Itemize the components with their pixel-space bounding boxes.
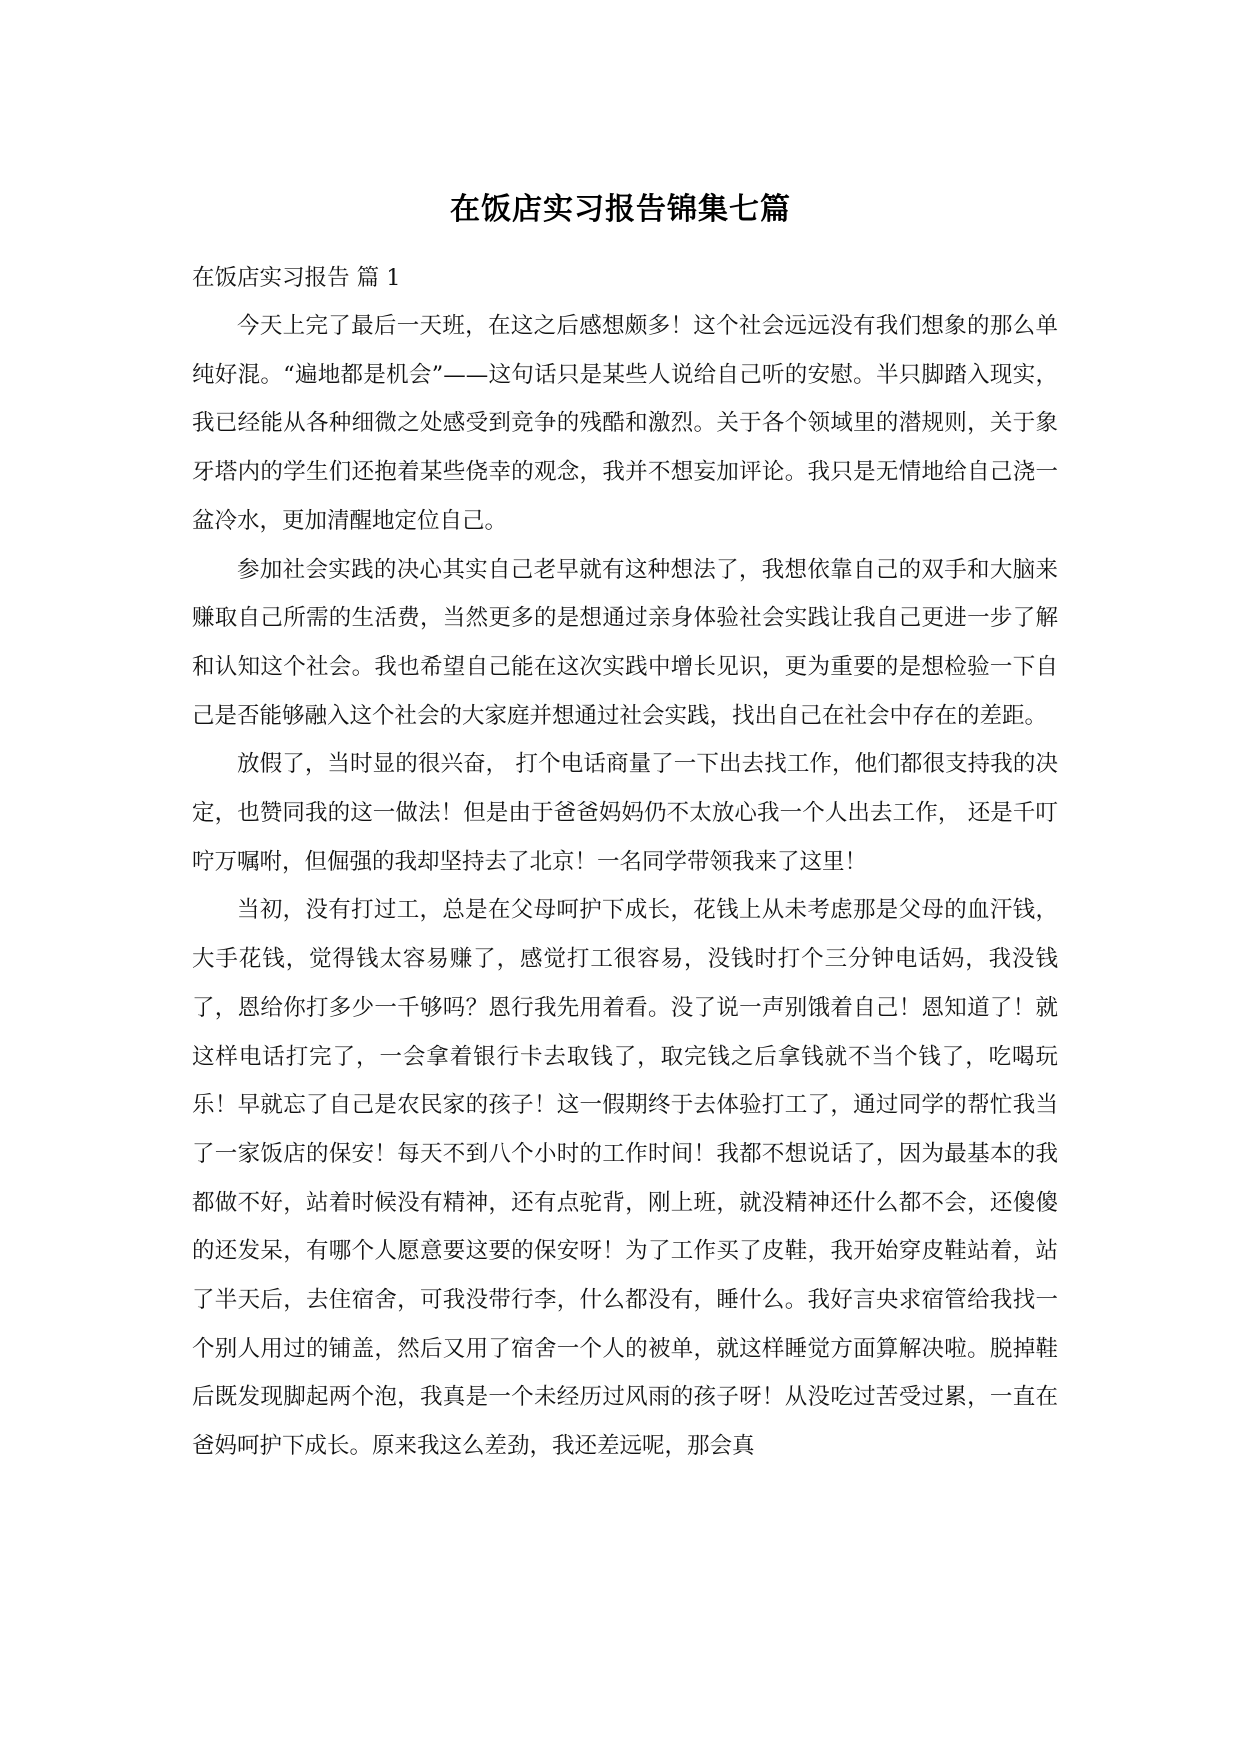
paragraph: 参加社会实践的决心其实自己老早就有这种想法了，我想依靠自己的双手和大脑来赚取自己所需的生活费，当然更多的是想通过亲身体验社会实践让我自己更进一步了解和认知这个社会。我也希望自己能在这次实践中增长见识，更为重要的是想检验一下自己是否能够融入这个社会的大家庭并想通过社会实践，找出自己在社会中存在的差距。 (192, 556, 1058, 729)
paragraph: 放假了，当时显的很兴奋， 打个电话商量了一下出去找工作，他们都很支持我的决定，也赞同我的这一做法！但是由于爸爸妈妈仍不太放心我一个人出去工作， 还是千叮咛万嘱咐，但倔强的我却坚持去了北京！一名同学带领我来了这里！ (192, 751, 1058, 875)
paragraph: 今天上完了最后一天班，在这之后感想颇多！这个社会远远没有我们想象的那么单纯好混。“遍地都是机会”——这句话只是某些人说给自己听的安慰。半只脚踏入现实，我已经能从各种细微之处感受到竞争的残酷和激烈。关于各个领域里的潜规则，关于象牙塔内的学生们还抱着某些侥幸的观念，我并不想妄加评论。我只是无情地给自己浇一盆冷水，更加清醒地定位自己。 (192, 313, 1058, 534)
paragraph: 当初，没有打过工，总是在父母呵护下成长，花钱上从未考虑那是父母的血汗钱，大手花钱，觉得钱太容易赚了，感觉打工很容易，没钱时打个三分钟电话妈，我没钱了，恩给你打多少一千够吗？恩行我先用着看。没了说一声别饿着自己！恩知道了！就这样电话打完了，一会拿着银行卡去取钱了，取完钱之后拿钱就不当个钱了，吃喝玩乐！早就忘了自己是农民家的孩子！这一假期终于去体验打工了，通过同学的帮忙我当了一家饭店的保安！每天不到八个小时的工作时间！我都不想说话了，因为最基本的我都做不好，站着时候没有精神，还有点驼背，刚上班，就没精神还什么都不会，还傻傻的还发呆，有哪个人愿意要这要的保安呀！为了工作买了皮鞋，我开始穿皮鞋站着，站了半天后，去住宿舍，可我没带行李，什么都没有，睡什么。我好言央求宿管给我找一个别人用过的铺盖，然后又用了宿舍一个人的被单，就这样睡觉方面算解决啦。脱掉鞋后既发现脚起两个泡，我真是一个未经历过风雨的孩子呀！从没吃过苦受过累，一直在爸妈呵护下成长。原来我这么差劲，我还差远呢，那会真 (192, 897, 1058, 1460)
section-heading: 在饭店实习报告 篇 1 (192, 265, 401, 291)
document-title: 在饭店实习报告锦集七篇 (450, 192, 791, 227)
document-body (192, 254, 1058, 1471)
